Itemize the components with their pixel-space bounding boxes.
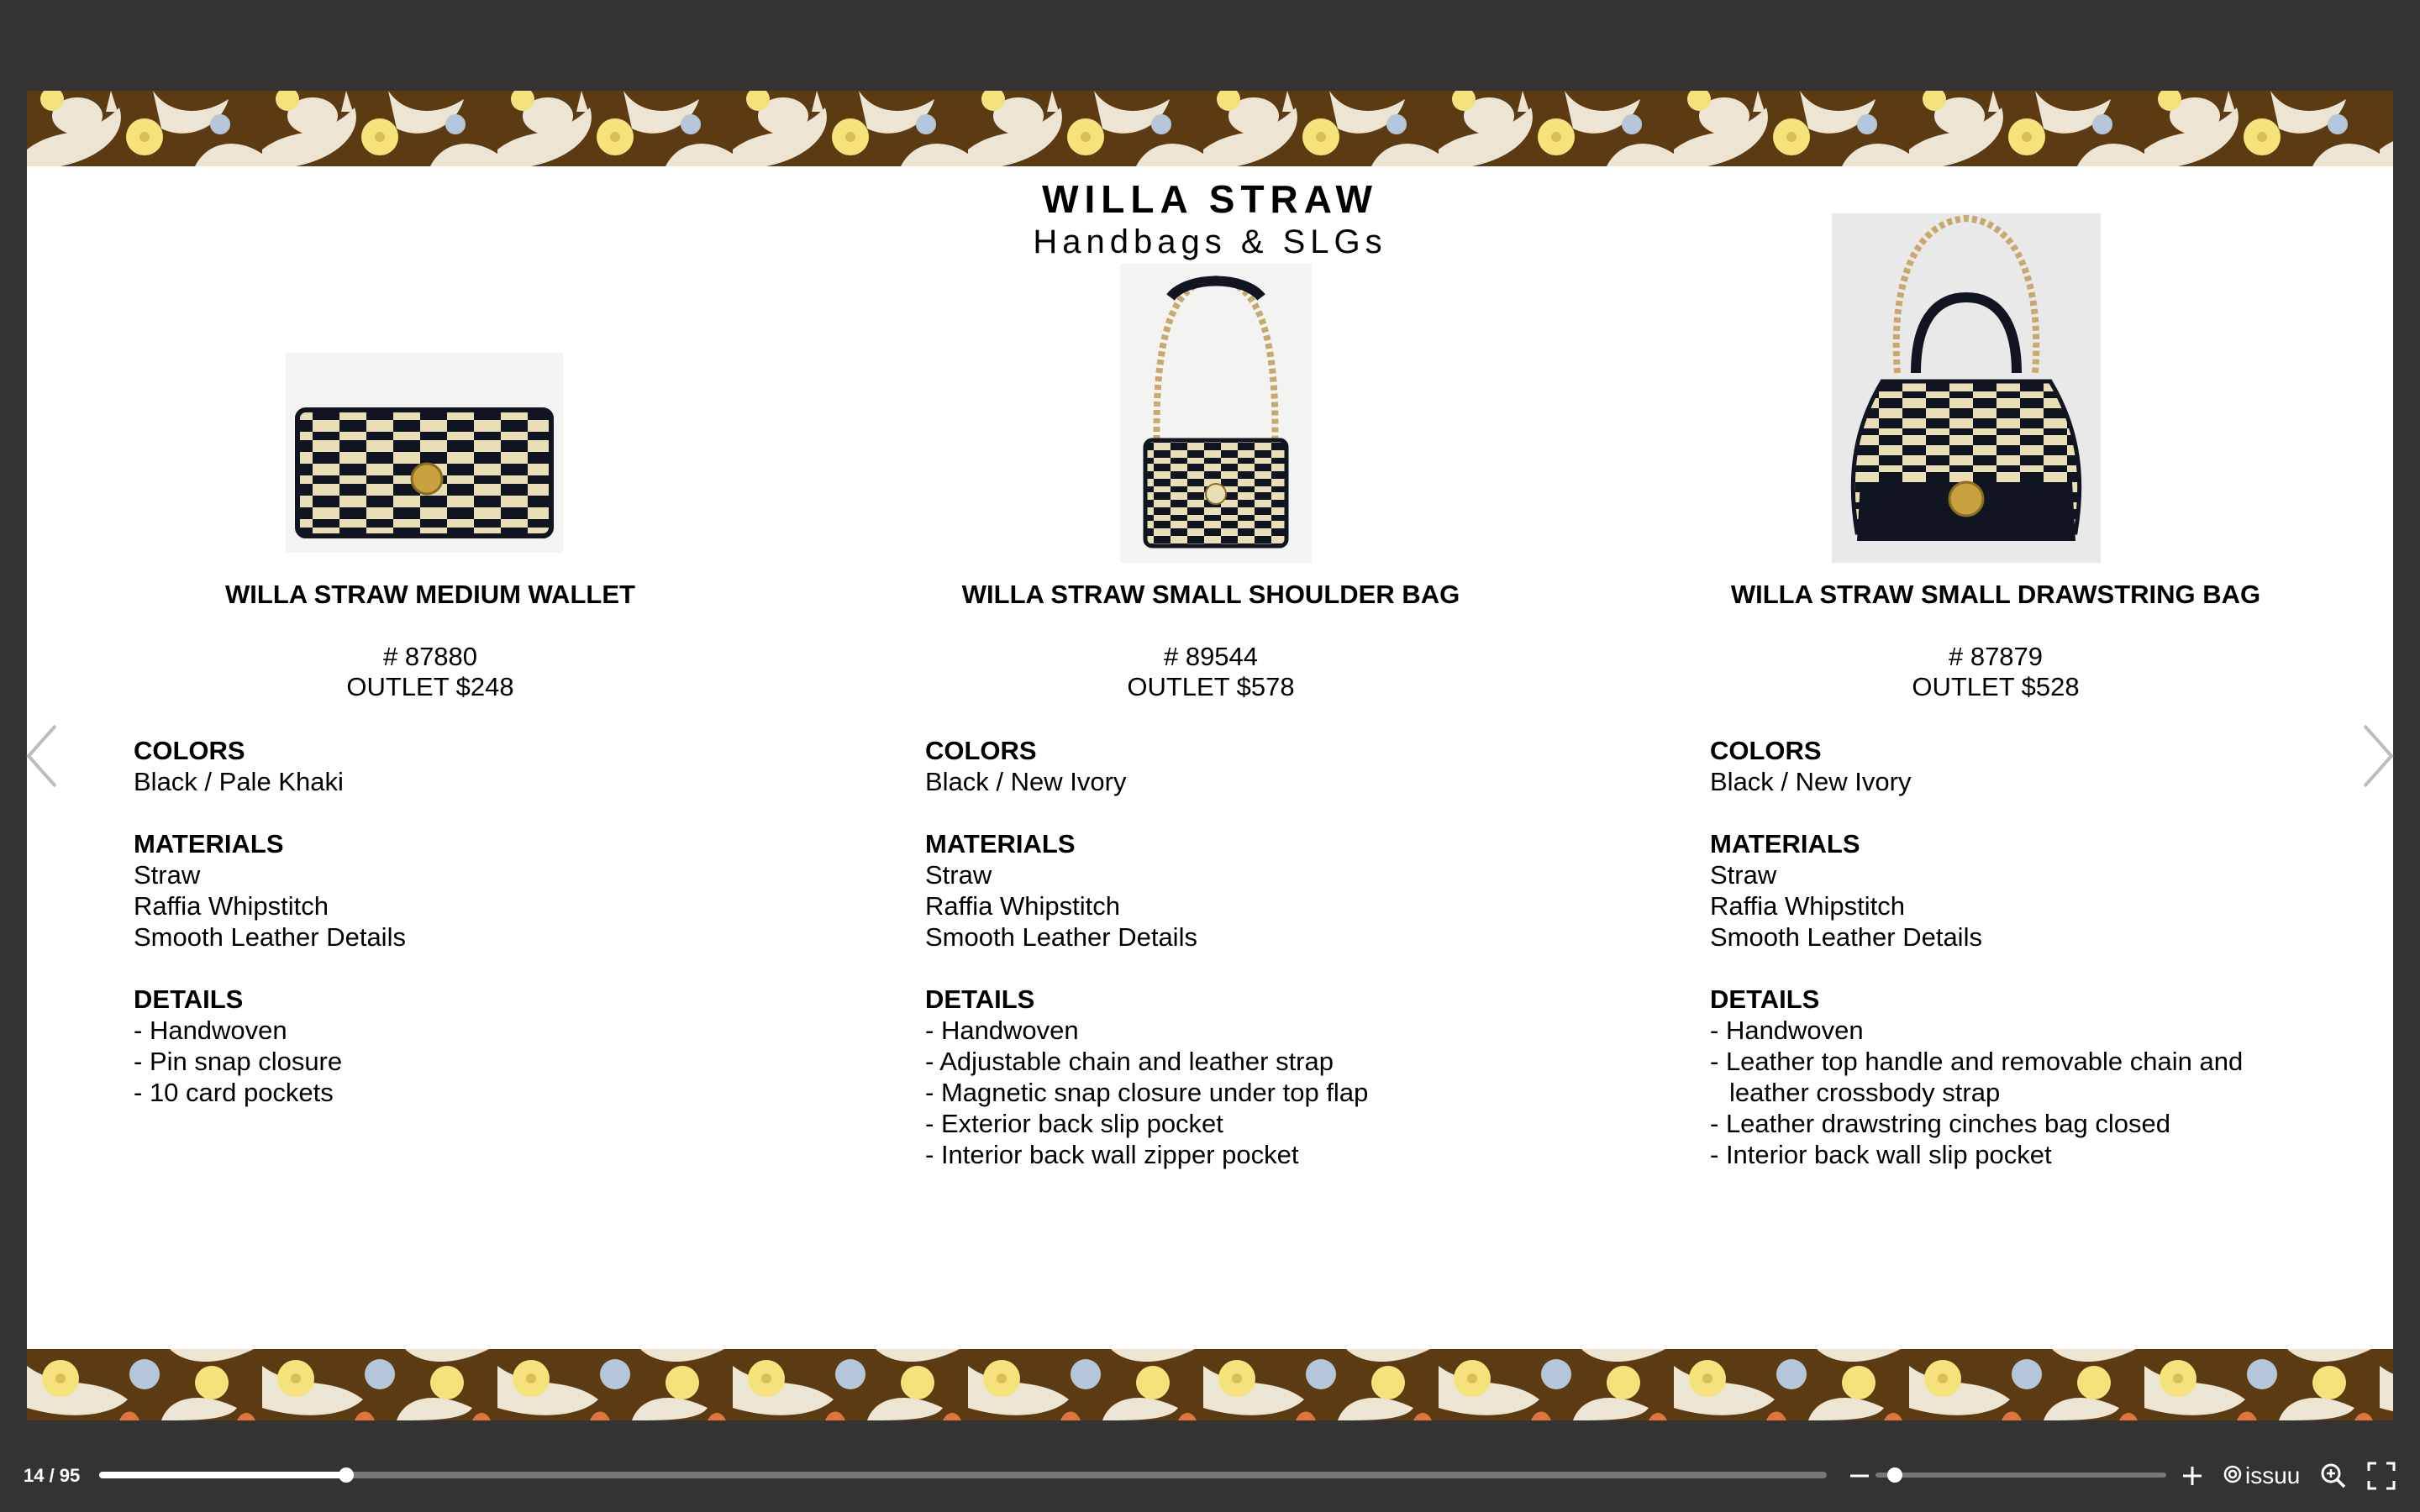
colors-heading: COLORS <box>1710 736 1822 765</box>
product-number-2: # 89544 <box>1163 642 1259 671</box>
detail-item: - Adjustable chain and leather strap <box>925 1047 1334 1076</box>
page-subtitle: Handbags & SLGs <box>1033 223 1387 260</box>
detail-item: - Magnetic snap closure under top flap <box>925 1078 1369 1107</box>
product-specs-2 <box>925 735 1614 1170</box>
zoom-slider[interactable] <box>1876 1473 2166 1478</box>
detail-item: - 10 card pockets <box>134 1078 334 1107</box>
material-item: Raffia Whipstitch <box>925 891 1121 921</box>
chevron-left-icon <box>22 722 64 790</box>
detail-item: - Interior back wall zipper pocket <box>925 1140 1299 1169</box>
material-item: Straw <box>1710 860 1777 890</box>
fullscreen-button[interactable] <box>2365 1460 2397 1492</box>
material-item: Straw <box>134 860 201 890</box>
color-value: Black / New Ivory <box>925 767 1127 796</box>
product-photo-small-shoulder-bag <box>1120 264 1312 563</box>
product-specs-1 <box>134 735 823 1108</box>
detail-item: - Leather top handle and removable chain and leather crossbody strap <box>1710 1047 2244 1107</box>
fullscreen-icon <box>2365 1481 2397 1495</box>
product-number-3: # 87879 <box>1948 642 2044 671</box>
material-item: Smooth Leather Details <box>134 922 406 952</box>
detail-item: - Handwoven <box>134 1016 287 1045</box>
next-page-button[interactable] <box>2356 722 2398 790</box>
materials-heading: MATERIALS <box>134 829 284 858</box>
detail-item: - Handwoven <box>1710 1016 1864 1045</box>
floral-border-bottom <box>27 1349 2393 1420</box>
detail-item: - Interior back wall slip pocket <box>1710 1140 2052 1169</box>
color-value: Black / New Ivory <box>1710 767 1912 796</box>
material-item: Straw <box>925 860 992 890</box>
product-number-1: # 87880 <box>382 642 478 671</box>
page-indicator: 14 / 95 <box>24 1465 81 1486</box>
issuu-logo-icon <box>2223 1462 2245 1489</box>
floral-border-top <box>27 91 2393 166</box>
chevron-right-icon <box>2356 722 2398 790</box>
zoom-out-button[interactable] <box>1845 1462 1874 1490</box>
material-item: Raffia Whipstitch <box>134 891 329 921</box>
detail-item: - Handwoven <box>925 1016 1079 1045</box>
zoom-in-button[interactable] <box>2178 1462 2207 1490</box>
brand-label: issuu <box>2245 1462 2301 1488</box>
product-price-2: OUTLET $578 <box>1127 672 1295 701</box>
details-heading: DETAILS <box>1710 984 1820 1014</box>
material-item: Raffia Whipstitch <box>1710 891 1906 921</box>
product-name-3: WILLA STRAW SMALL DRAWSTRING BAG <box>1730 580 2261 609</box>
product-photo-medium-wallet <box>286 353 563 553</box>
plus-icon <box>2178 1479 2207 1494</box>
detail-item: - Leather drawstring cinches bag closed <box>1710 1109 2170 1138</box>
minus-icon <box>1845 1479 1874 1494</box>
product-specs-3 <box>1710 735 2281 1170</box>
page-progress-slider[interactable] <box>99 1472 1827 1478</box>
progress-handle[interactable] <box>339 1467 354 1483</box>
details-heading: DETAILS <box>134 984 244 1014</box>
detail-item: - Exterior back slip pocket <box>925 1109 1223 1138</box>
material-item: Smooth Leather Details <box>925 922 1197 952</box>
zoom-search-icon <box>2317 1481 2349 1495</box>
colors-heading: COLORS <box>134 736 245 765</box>
material-item: Smooth Leather Details <box>1710 922 1982 952</box>
zoom-handle[interactable] <box>1887 1467 1902 1483</box>
prev-page-button[interactable] <box>22 722 64 790</box>
product-name-1: WILLA STRAW MEDIUM WALLET <box>225 580 635 609</box>
product-price-3: OUTLET $528 <box>1912 672 2080 701</box>
materials-heading: MATERIALS <box>1710 829 1860 858</box>
details-heading: DETAILS <box>925 984 1035 1014</box>
product-name-2: WILLA STRAW SMALL SHOULDER BAG <box>961 580 1460 609</box>
colors-heading: COLORS <box>925 736 1037 765</box>
product-price-1: OUTLET $248 <box>346 672 514 701</box>
materials-heading: MATERIALS <box>925 829 1076 858</box>
product-photo-small-drawstring-bag <box>1832 213 2101 563</box>
catalog-page <box>27 91 2393 1420</box>
color-value: Black / Pale Khaki <box>134 767 344 796</box>
issuu-brand-link[interactable] <box>2223 1462 2300 1490</box>
detail-item: - Pin snap closure <box>134 1047 343 1076</box>
search-zoom-button[interactable] <box>2317 1460 2349 1492</box>
progress-fill <box>99 1472 346 1478</box>
page-title: WILLA STRAW <box>1042 177 1378 221</box>
